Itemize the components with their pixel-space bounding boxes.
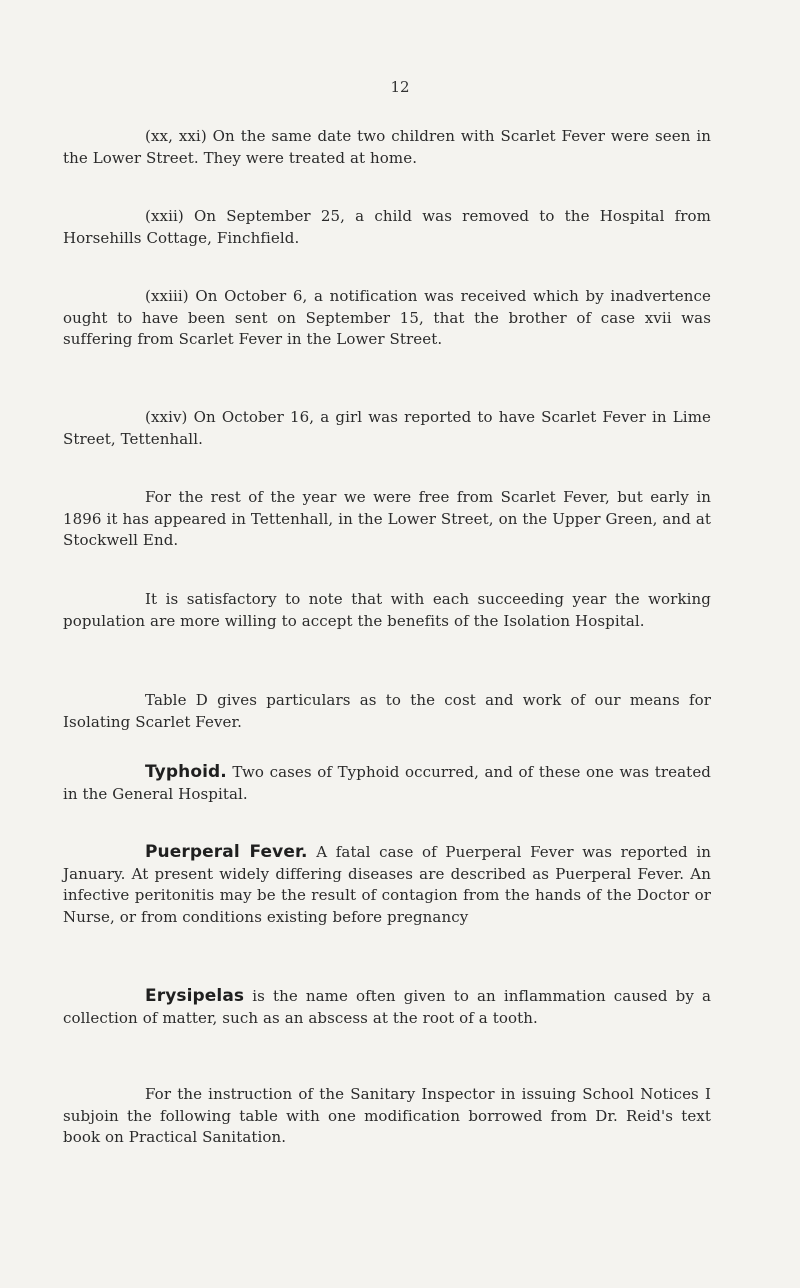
paragraph-text: (xxiii) On October 6, a notification was received which by inadvertence ought to have been sent on September 15, that the brother of case xvii was suffering from Scarlet Fever in the Lower Street. [63,287,711,348]
paragraph-text: (xxiv) On October 16, a girl was reported to have Scarlet Fever in Lime Street, Tettenhall. [63,408,711,448]
paragraph-table-d [63,690,711,733]
paragraph-text: For the instruction of the Sanitary Inspector in issuing School Notices I subjoin the following table with one modification borrowed from Dr. Reid's text book on Practical Sanitation. [63,1085,711,1146]
section-erysipelas [63,986,711,1029]
section-heading-puerperal-fever: Puerperal Fever. [145,842,308,862]
paragraph-text: Table D gives particulars as to the cost and work of our means for Isolating Scarlet Fever. [63,691,711,731]
section-heading-typhoid: Typhoid. [145,762,227,782]
paragraph-text: It is satisfactory to note that with each succeeding year the working population are more willing to accept the benefits of the Isolation Hospital. [63,590,711,630]
section-heading-erysipelas: Erysipelas [145,986,245,1006]
section-text: A fatal case of Puerperal Fever was reported in January. At present widely differing diseases are described as Puerperal Fever. An infective peritonitis may be the result of contagion from the hands of the Doctor or Nurse, or from conditions existing before pregnancy [63,843,712,926]
paragraph-sanitary-inspector [63,1084,711,1149]
section-paragraph [63,842,711,928]
paragraph-rest-of-year [63,487,711,552]
section-text: is the name often given to an inflammation caused by a collection of matter, such as an abscess at the root of a tooth. [63,987,711,1027]
paragraph-text: For the rest of the year we were free from Scarlet Fever, but early in 1896 it has appeared in Tettenhall, in the Lower Street, on the Upper Green, and at Stockwell End. [63,488,711,549]
section-typhoid [63,762,711,805]
paragraph-scarlet-fever-xxiii [63,286,711,351]
paragraph-scarlet-fever-xx-xxi [63,126,711,169]
paragraph-text: (xxii) On September 25, a child was removed to the Hospital from Horsehills Cottage, Finchfield. [63,207,711,247]
section-paragraph [63,762,711,805]
section-paragraph [63,986,711,1029]
page-number: 12 [390,78,410,96]
section-text: Two cases of Typhoid occurred, and of these one was treated in the General Hospital. [63,763,711,803]
paragraph-scarlet-fever-xxiv [63,407,711,450]
paragraph-text: (xx, xxi) On the same date two children with Scarlet Fever were seen in the Lower Street. They were treated at home. [63,127,711,167]
paragraph-scarlet-fever-xxii [63,206,711,249]
section-puerperal-fever [63,842,711,928]
paragraph-isolation-hospital [63,589,711,632]
